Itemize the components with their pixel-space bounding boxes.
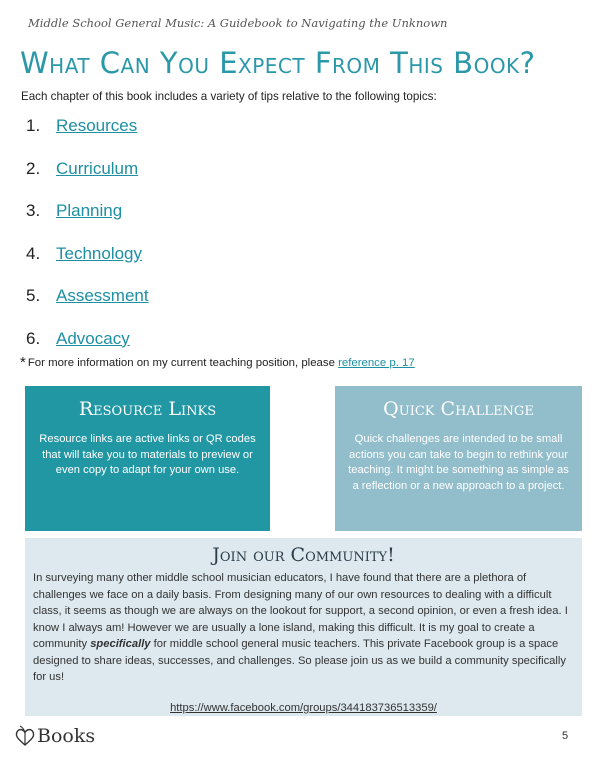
topic-link-curriculum[interactable]: Curriculum <box>56 158 139 178</box>
topic-item-planning <box>26 201 149 244</box>
community-text <box>33 570 574 686</box>
publisher-logo <box>14 724 95 748</box>
quick-challenge-title: Quick Challenge <box>383 398 534 420</box>
running-header: Middle School General Music: A Guidebook to Navigating the Unknown <box>28 16 448 30</box>
topic-link-resources[interactable]: Resources <box>56 116 138 135</box>
resource-links-text: Resource links are active links or QR codes that will take you to materials to preview or even copy to adapt for your own use. <box>39 433 256 476</box>
footnote-reference-link[interactable]: reference p. 17 <box>338 357 415 369</box>
community-text-before: In surveying many other middle school musician educators, I have found that there are a plethora of challenges we face on a daily basis. From designing many of our own resources to dealing with a difficult class, it seems as though we are always on the lookout for support, a second opinion, or even a fresh idea. I know I always am! However we are usually a lone island, making this difficult. It is my goal to create a community <box>33 572 568 650</box>
resource-links-title: Resource Links <box>78 398 217 420</box>
community-title: Join our Community! <box>212 544 395 566</box>
facebook-group-link[interactable]: https://www.facebook.com/groups/344183736513359/ <box>170 701 437 714</box>
resource-links-box <box>25 386 270 531</box>
topic-number: 5. <box>26 286 41 305</box>
quick-challenge-text: Quick challenges are intended to be small actions you can take to begin to rethink your teaching. It might be something as simple as a reflection or a new approach to a project. <box>348 433 569 492</box>
community-text-after: for middle school general music teachers. This private Facebook group is a space designed to share ideas, successes, and challenges. So please join us as we build a community specifically for us! <box>33 638 566 683</box>
topic-link-assessment[interactable]: Assessment <box>56 286 149 305</box>
topic-number: 1. <box>26 116 41 135</box>
footnote-text: For more information on my current teaching position, please <box>27 357 339 369</box>
quick-challenge-box <box>335 386 582 531</box>
topic-link-advocacy[interactable]: Advocacy <box>56 328 130 348</box>
topic-item-technology <box>26 244 149 287</box>
footnote <box>20 354 415 371</box>
topic-list <box>26 116 149 371</box>
topic-item-resources <box>26 116 149 159</box>
page-title: What Can You Expect From This Book? <box>20 46 536 80</box>
footnote-marker: * <box>20 354 26 371</box>
topic-number: 6. <box>26 328 41 348</box>
topic-link-planning[interactable]: Planning <box>56 201 123 220</box>
topic-number: 4. <box>26 243 41 263</box>
topic-number: 2. <box>26 158 41 178</box>
topic-number: 3. <box>26 201 41 220</box>
community-link-wrap <box>33 698 574 716</box>
topic-item-curriculum <box>26 159 149 202</box>
logo-text: Books <box>37 725 96 747</box>
topic-item-assessment <box>26 286 149 329</box>
community-box <box>25 538 582 716</box>
topic-link-technology[interactable]: Technology <box>56 243 143 263</box>
page-number: 5 <box>562 730 569 742</box>
book-heart-icon <box>14 724 36 748</box>
community-emphasis: specifically <box>90 638 151 650</box>
intro-text: Each chapter of this book includes a variety of tips relative to the following topics: <box>21 90 437 103</box>
